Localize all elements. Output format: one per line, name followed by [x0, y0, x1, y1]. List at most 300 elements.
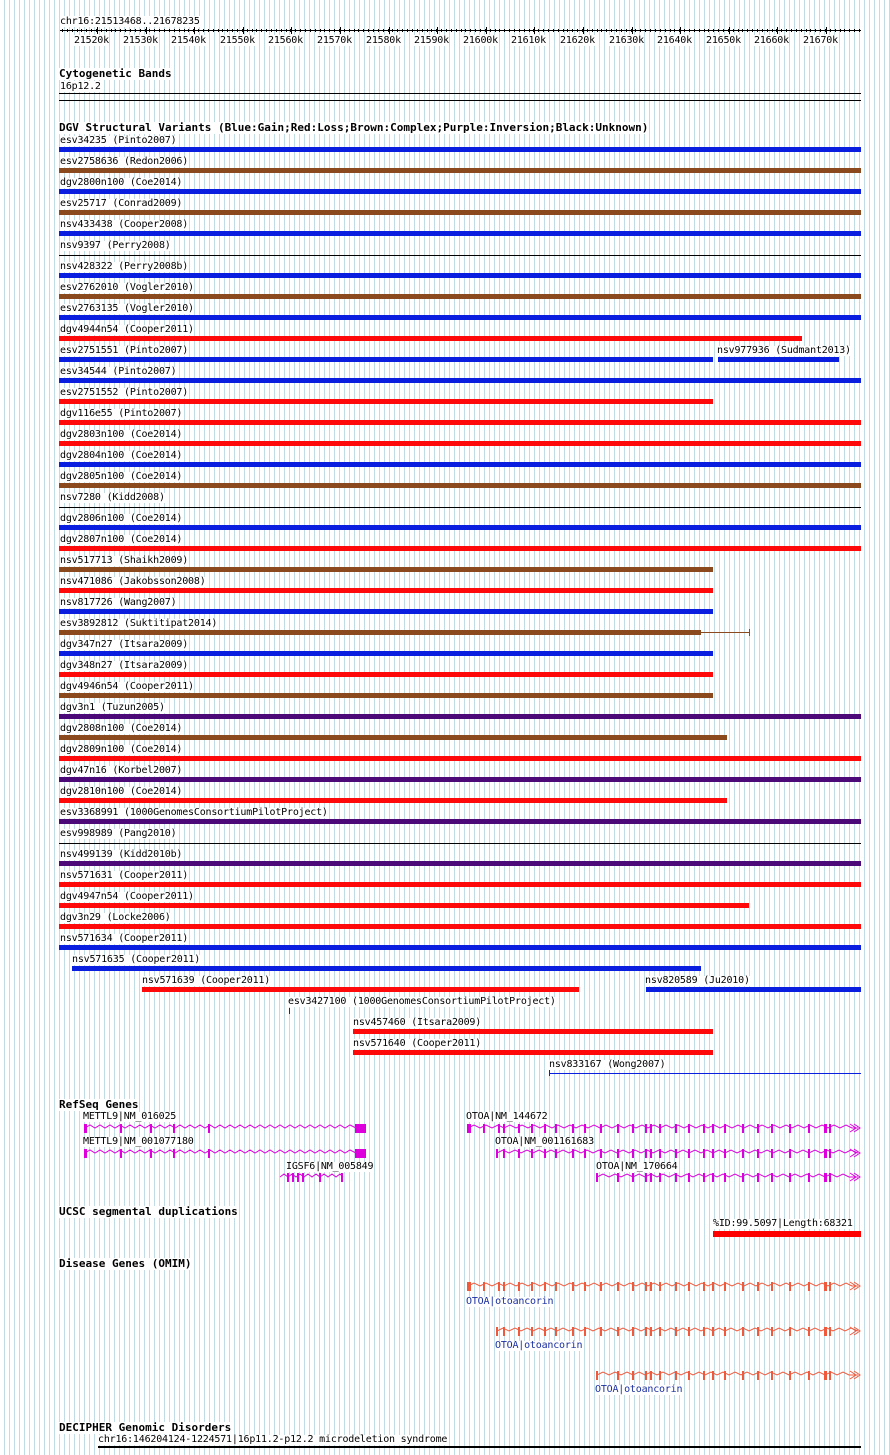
ruler-minor-tick: [388, 29, 389, 32]
ruler-tick: [729, 27, 730, 34]
ruler-minor-tick: [548, 29, 549, 32]
dgv-variant-label[interactable]: dgv2809n100 (Coe2014): [60, 744, 183, 755]
ruler-minor-tick: [300, 29, 301, 32]
ruler-minor-tick: [563, 29, 564, 32]
refseq-gene-label[interactable]: OTOA|NM_001161683: [495, 1136, 594, 1147]
dgv-variant-label[interactable]: dgv2800n100 (Coe2014): [60, 177, 183, 188]
track-title-dgv[interactable]: DGV Structural Variants (Blue:Gain;Red:Loss;Brown:Complex;Purple:Inversion;Black:Unknown): [59, 121, 649, 134]
dgv-variant-bar[interactable]: [59, 147, 861, 152]
ruler-minor-tick: [184, 29, 185, 32]
dgv-variant-bar[interactable]: [59, 168, 861, 173]
ruler-minor-tick: [708, 29, 709, 32]
ruler-tick: [194, 27, 195, 34]
dgv-variant-label[interactable]: esv2751552 (Pinto2007): [60, 387, 189, 398]
ruler-minor-tick: [475, 29, 476, 32]
segdup-label[interactable]: %ID:99.5097|Length:68321: [713, 1218, 853, 1229]
decipher-label[interactable]: chr16:146204124-1224571|16p11.2-p12.2 microdeletion syndrome: [98, 1434, 448, 1445]
ruler-tick: [632, 27, 633, 34]
ruler-minor-tick: [738, 29, 739, 32]
dgv-variant-label[interactable]: dgv2805n100 (Coe2014): [60, 471, 183, 482]
ruler-minor-tick: [198, 29, 199, 32]
ruler-minor-tick: [125, 29, 126, 32]
ruler-minor-tick: [776, 29, 777, 32]
ruler-minor-tick: [611, 29, 612, 32]
dgv-variant-label[interactable]: nsv471086 (Jakobsson2008): [60, 576, 206, 587]
ruler-minor-tick: [368, 29, 369, 32]
ruler-minor-tick: [587, 29, 588, 32]
ruler-minor-tick: [344, 29, 345, 32]
dgv-variant-line[interactable]: [59, 507, 861, 508]
ruler-minor-tick: [757, 29, 758, 32]
ruler-minor-tick: [96, 29, 97, 32]
ruler-tick-label: 21550k: [220, 35, 255, 46]
dgv-variant-label[interactable]: dgv2808n100 (Coe2014): [60, 723, 183, 734]
ruler-minor-tick: [427, 29, 428, 32]
ruler-minor-tick: [247, 29, 248, 32]
ruler-minor-tick: [796, 29, 797, 32]
ruler-tick: [486, 27, 487, 34]
dgv-variant-bar[interactable]: [646, 987, 861, 992]
ruler-minor-tick: [572, 29, 573, 32]
ruler-minor-tick: [237, 29, 238, 32]
refseq-gene-label[interactable]: IGSF6|NM_005849: [286, 1161, 374, 1172]
ruler-minor-tick: [383, 29, 384, 32]
dgv-variant-label[interactable]: nsv833167 (Wong2007): [549, 1059, 666, 1070]
ruler-minor-tick: [436, 29, 437, 32]
dgv-variant-label[interactable]: dgv347n27 (Itsara2009): [60, 639, 189, 650]
refseq-gene-label[interactable]: METTL9|NM_001077180: [83, 1136, 194, 1147]
refseq-gene-label[interactable]: OTOA|NM_144672: [466, 1111, 548, 1122]
ruler-minor-tick: [854, 29, 855, 32]
omim-gene-model[interactable]: [0, 1278, 890, 1298]
ruler-minor-tick: [699, 29, 700, 32]
ruler-minor-tick: [621, 29, 622, 32]
ruler-minor-tick: [188, 29, 189, 32]
ruler-minor-tick: [276, 29, 277, 32]
ruler-minor-tick: [164, 29, 165, 32]
ruler-minor-tick: [154, 29, 155, 32]
ruler-minor-tick: [252, 29, 253, 32]
dgv-variant-label[interactable]: esv2758636 (Redon2006): [60, 156, 189, 167]
ruler-minor-tick: [650, 29, 651, 32]
dgv-variant-bar[interactable]: [59, 714, 861, 719]
ruler-minor-tick: [577, 29, 578, 32]
ruler-minor-tick: [373, 29, 374, 32]
ruler-minor-tick: [674, 29, 675, 32]
ruler-minor-tick: [553, 29, 554, 32]
dgv-variant-label[interactable]: nsv571635 (Cooper2011): [72, 954, 201, 965]
ruler-minor-tick: [91, 29, 92, 32]
dgv-variant-label[interactable]: dgv2810n100 (Coe2014): [60, 786, 183, 797]
dgv-variant-label[interactable]: esv34544 (Pinto2007): [60, 366, 177, 377]
dgv-variant-label[interactable]: nsv457460 (Itsara2009): [353, 1017, 482, 1028]
ruler-minor-tick: [145, 29, 146, 32]
ruler-minor-tick: [665, 29, 666, 32]
ruler-tick: [146, 27, 147, 34]
dgv-variant-label[interactable]: dgv348n27 (Itsara2009): [60, 660, 189, 671]
refseq-gene-label[interactable]: OTOA|NM_170664: [596, 1161, 678, 1172]
dgv-variant-line[interactable]: [549, 1073, 861, 1074]
dgv-variant-bar[interactable]: [59, 441, 861, 446]
ruler-minor-tick: [310, 29, 311, 32]
ruler-minor-tick: [689, 29, 690, 32]
coordinate-label: chr16:21513468..21678235: [60, 16, 200, 27]
ruler-minor-tick: [835, 29, 836, 32]
dgv-variant-label[interactable]: dgv2804n100 (Coe2014): [60, 450, 183, 461]
ruler-minor-tick: [519, 29, 520, 32]
dgv-variant-bar[interactable]: [59, 525, 861, 530]
ruler-minor-tick: [407, 29, 408, 32]
ruler-tick-label: 21530k: [123, 35, 158, 46]
dgv-variant-line[interactable]: [59, 843, 861, 844]
dgv-variant-bar[interactable]: [353, 1029, 713, 1034]
dgv-variant-label[interactable]: nsv7280 (Kidd2008): [60, 492, 165, 503]
ruler-minor-tick: [208, 29, 209, 32]
ruler-minor-tick: [806, 29, 807, 32]
dgv-variant-bar[interactable]: [59, 315, 861, 320]
ruler-minor-tick: [67, 29, 68, 32]
ruler-minor-tick: [558, 29, 559, 32]
ruler-minor-tick: [324, 29, 325, 32]
ruler-minor-tick: [339, 29, 340, 32]
ruler-minor-tick: [723, 29, 724, 32]
ruler-minor-tick: [538, 29, 539, 32]
ruler-minor-tick: [261, 29, 262, 32]
ruler-minor-tick: [320, 29, 321, 32]
ruler-minor-tick: [733, 29, 734, 32]
ruler-tick-label: 21580k: [366, 35, 401, 46]
ruler-minor-tick: [227, 29, 228, 32]
ruler-minor-tick: [77, 29, 78, 32]
ruler-minor-tick: [660, 29, 661, 32]
ruler-tick: [389, 27, 390, 34]
ruler-minor-tick: [290, 29, 291, 32]
ruler-minor-tick: [106, 29, 107, 32]
ruler-minor-tick: [111, 29, 112, 32]
dgv-variant-label[interactable]: esv34235 (Pinto2007): [60, 135, 177, 146]
ruler-minor-tick: [222, 29, 223, 32]
ruler-minor-tick: [631, 29, 632, 32]
dgv-variant-bar[interactable]: [59, 756, 861, 761]
omim-gene-model[interactable]: [0, 1323, 890, 1343]
ruler-minor-tick: [670, 29, 671, 32]
ruler-minor-tick: [397, 29, 398, 32]
refseq-gene-model[interactable]: [0, 1169, 890, 1189]
dgv-variant-label[interactable]: esv2763135 (Vogler2010): [60, 303, 194, 314]
ruler-minor-tick: [446, 29, 447, 32]
ruler-minor-tick: [101, 29, 102, 32]
ruler-minor-tick: [329, 29, 330, 32]
refseq-gene-label[interactable]: METTL9|NM_016025: [83, 1111, 177, 1122]
ruler-tick: [291, 27, 292, 34]
ruler-minor-tick: [266, 29, 267, 32]
dgv-variant-bar[interactable]: [59, 546, 861, 551]
ruler-minor-tick: [86, 29, 87, 32]
ruler-minor-tick: [810, 29, 811, 32]
ruler-minor-tick: [499, 29, 500, 32]
track-title-decipher[interactable]: DECIPHER Genomic Disorders: [59, 1421, 232, 1434]
dgv-variant-label[interactable]: nsv571640 (Cooper2011): [353, 1038, 482, 1049]
ruler-tick-label: 21570k: [317, 35, 352, 46]
dgv-variant-bar[interactable]: [59, 924, 861, 929]
dgv-variant-label[interactable]: nsv433438 (Cooper2008): [60, 219, 189, 230]
ruler-minor-tick: [840, 29, 841, 32]
ruler-tick-label: 21540k: [171, 35, 206, 46]
dgv-variant-label[interactable]: dgv47n16 (Korbel2007): [60, 765, 183, 776]
ruler-tick-label: 21630k: [609, 35, 644, 46]
ruler-tick-label: 21670k: [803, 35, 838, 46]
ruler-minor-tick: [315, 29, 316, 32]
ruler-minor-tick: [281, 29, 282, 32]
track-title-cytoband[interactable]: Cytogenetic Bands: [59, 67, 172, 80]
ruler-minor-tick: [801, 29, 802, 32]
ruler-minor-tick: [193, 29, 194, 32]
ruler-minor-tick: [640, 29, 641, 32]
dgv-variant-label[interactable]: dgv3n1 (Tuzun2005): [60, 702, 165, 713]
omim-gene-label[interactable]: OTOA|otoancorin: [595, 1384, 683, 1395]
ruler-tick-label: 21600k: [463, 35, 498, 46]
ruler-minor-tick: [718, 29, 719, 32]
ruler-tick-label: 21650k: [706, 35, 741, 46]
dgv-variant-bar[interactable]: [59, 273, 861, 278]
dgv-variant-label[interactable]: nsv428322 (Perry2008b): [60, 261, 189, 272]
dgv-variant-bar[interactable]: [59, 567, 713, 572]
dgv-variant-bar[interactable]: [59, 420, 861, 425]
ruler-minor-tick: [495, 29, 496, 32]
ruler-minor-tick: [392, 29, 393, 32]
ruler-minor-tick: [767, 29, 768, 32]
ruler-tick-label: 21610k: [511, 35, 546, 46]
ruler-minor-tick: [256, 29, 257, 32]
ruler-minor-tick: [115, 29, 116, 32]
ruler-minor-tick: [704, 29, 705, 32]
ruler-minor-tick: [635, 29, 636, 32]
dgv-variant-end-tick: [749, 629, 750, 636]
ruler-minor-tick: [713, 29, 714, 32]
dgv-variant-label[interactable]: esv25717 (Conrad2009): [60, 198, 183, 209]
dgv-variant-bar[interactable]: [142, 987, 579, 992]
ruler-minor-tick: [543, 29, 544, 32]
ruler-minor-tick: [533, 29, 534, 32]
dgv-variant-bar[interactable]: [59, 798, 727, 803]
dgv-variant-label[interactable]: esv3892812 (Suktitipat2014): [60, 618, 218, 629]
ruler-tick: [437, 27, 438, 34]
ruler-minor-tick: [747, 29, 748, 32]
ruler-minor-tick: [140, 29, 141, 32]
dgv-variant-label[interactable]: esv3427100 (1000GenomesConsortiumPilotProject): [288, 996, 556, 1007]
refseq-gene-model[interactable]: [0, 1120, 890, 1140]
dgv-variant-bar[interactable]: [353, 1050, 713, 1055]
dgv-variant-label[interactable]: esv998989 (Pang2010): [60, 828, 177, 839]
dgv-variant-bar[interactable]: [59, 861, 861, 866]
ruler-tick: [583, 27, 584, 34]
ruler-tick-label: 21660k: [754, 35, 789, 46]
dgv-variant-bar[interactable]: [59, 735, 727, 740]
dgv-variant-bar[interactable]: [59, 903, 749, 908]
ruler-minor-tick: [815, 29, 816, 32]
ruler-minor-tick: [626, 29, 627, 32]
ruler-minor-tick: [490, 29, 491, 32]
ruler-minor-tick: [402, 29, 403, 32]
ruler-minor-tick: [742, 29, 743, 32]
omim-gene-label[interactable]: OTOA|otoancorin: [495, 1340, 583, 1351]
dgv-variant-bar[interactable]: [59, 357, 713, 362]
ruler-minor-tick: [684, 29, 685, 32]
dgv-variant-bar[interactable]: [59, 399, 713, 404]
ruler-minor-tick: [120, 29, 121, 32]
dgv-variant-bar[interactable]: [59, 630, 701, 635]
ruler-tick: [340, 27, 341, 34]
ruler-minor-tick: [616, 29, 617, 32]
ruler-minor-tick: [81, 29, 82, 32]
ruler-tick: [826, 27, 827, 34]
ruler-minor-tick: [378, 29, 379, 32]
dgv-variant-bar[interactable]: [59, 462, 861, 467]
ruler-minor-tick: [422, 29, 423, 32]
ruler-minor-tick: [694, 29, 695, 32]
dgv-variant-bar[interactable]: [72, 966, 701, 971]
track-title-omim[interactable]: Disease Genes (OMIM): [59, 1257, 192, 1270]
dgv-variant-bar[interactable]: [59, 294, 861, 299]
dgv-variant-extension[interactable]: [701, 632, 749, 633]
ruler-minor-tick: [334, 29, 335, 32]
ruler-minor-tick: [169, 29, 170, 32]
ruler-minor-tick: [786, 29, 787, 32]
ruler-minor-tick: [305, 29, 306, 32]
dgv-variant-bar[interactable]: [59, 819, 861, 824]
ruler-minor-tick: [232, 29, 233, 32]
ruler-minor-tick: [728, 29, 729, 32]
ruler-minor-tick: [417, 29, 418, 32]
dgv-variant-label[interactable]: nsv499139 (Kidd2010b): [60, 849, 183, 860]
ruler-tick-label: 21560k: [268, 35, 303, 46]
dgv-variant-label[interactable]: dgv4947n54 (Cooper2011): [60, 891, 194, 902]
dgv-variant-label[interactable]: dgv3n29 (Locke2006): [60, 912, 171, 923]
ruler-minor-tick: [514, 29, 515, 32]
decipher-bar[interactable]: [98, 1446, 861, 1448]
track-title-refseq[interactable]: RefSeq Genes: [59, 1098, 139, 1111]
dgv-variant-bar[interactable]: [59, 588, 713, 593]
dgv-variant-bar[interactable]: [59, 777, 861, 782]
ruler-minor-tick: [286, 29, 287, 32]
ruler-minor-tick: [349, 29, 350, 32]
ruler-minor-tick: [62, 29, 63, 32]
ruler-tick-label: 21620k: [560, 35, 595, 46]
cytoband-line-top: [59, 93, 861, 94]
ruler-minor-tick: [271, 29, 272, 32]
ruler-minor-tick: [451, 29, 452, 32]
ruler-minor-tick: [358, 29, 359, 32]
ruler-minor-tick: [582, 29, 583, 32]
dgv-variant-bar[interactable]: [59, 336, 802, 341]
ruler-minor-tick: [844, 29, 845, 32]
ruler-minor-tick: [592, 29, 593, 32]
ruler-minor-tick: [461, 29, 462, 32]
ruler-minor-tick: [529, 29, 530, 32]
omim-gene-label[interactable]: OTOA|otoancorin: [466, 1296, 554, 1307]
dgv-variant-label[interactable]: nsv571634 (Cooper2011): [60, 933, 189, 944]
dgv-variant-bar[interactable]: [59, 378, 861, 383]
ruler-minor-tick: [159, 29, 160, 32]
dgv-variant-label[interactable]: nsv977936 (Sudmant2013): [717, 345, 851, 356]
ruler-minor-tick: [149, 29, 150, 32]
dgv-variant-line[interactable]: [59, 255, 861, 256]
ruler-minor-tick: [470, 29, 471, 32]
ruler-minor-tick: [524, 29, 525, 32]
dgv-variant-label[interactable]: dgv4946n54 (Cooper2011): [60, 681, 194, 692]
ruler-tick: [243, 27, 244, 34]
dgv-variant-label[interactable]: nsv571639 (Cooper2011): [142, 975, 271, 986]
dgv-variant-bar[interactable]: [59, 231, 861, 236]
dgv-variant-bar[interactable]: [59, 189, 861, 194]
refseq-gene-model[interactable]: [0, 1145, 890, 1165]
cytoband-line-bottom: [59, 100, 861, 101]
ruler-tick-label: 21640k: [657, 35, 692, 46]
dgv-variant-label[interactable]: dgv4944n54 (Cooper2011): [60, 324, 194, 335]
ruler-minor-tick: [213, 29, 214, 32]
dgv-variant-bar[interactable]: [59, 651, 713, 656]
ruler-minor-tick: [597, 29, 598, 32]
dgv-variant-label[interactable]: nsv571631 (Cooper2011): [60, 870, 189, 881]
dgv-variant-bar[interactable]: [59, 693, 713, 698]
ruler-minor-tick: [820, 29, 821, 32]
dgv-variant-label[interactable]: dgv2803n100 (Coe2014): [60, 429, 183, 440]
dgv-variant-bar[interactable]: [59, 609, 713, 614]
dgv-variant-bar[interactable]: [59, 483, 861, 488]
ruler-minor-tick: [135, 29, 136, 32]
ruler-minor-tick: [791, 29, 792, 32]
dgv-variant-label[interactable]: nsv517713 (Shaikh2009): [60, 555, 189, 566]
ruler-minor-tick: [772, 29, 773, 32]
dgv-variant-label[interactable]: dgv2806n100 (Coe2014): [60, 513, 183, 524]
omim-gene-model[interactable]: [0, 1367, 890, 1387]
dgv-variant-bar[interactable]: [59, 882, 861, 887]
dgv-variant-bar[interactable]: [289, 1008, 290, 1014]
dgv-variant-bar[interactable]: [59, 210, 861, 215]
ruler-tick: [534, 27, 535, 34]
dgv-variant-label[interactable]: dgv116e55 (Pinto2007): [60, 408, 183, 419]
ruler-minor-tick: [679, 29, 680, 32]
dgv-variant-label[interactable]: nsv820589 (Ju2010): [645, 975, 750, 986]
ruler-minor-tick: [431, 29, 432, 32]
ruler-minor-tick: [645, 29, 646, 32]
dgv-variant-label[interactable]: nsv9397 (Perry2008): [60, 240, 171, 251]
ruler-minor-tick: [825, 29, 826, 32]
cytoband-label: 16p12.2: [60, 81, 101, 92]
ruler-tick: [777, 27, 778, 34]
dgv-variant-label[interactable]: esv2751551 (Pinto2007): [60, 345, 189, 356]
segdup-bar[interactable]: [713, 1231, 861, 1237]
dgv-variant-label[interactable]: nsv817726 (Wang2007): [60, 597, 177, 608]
dgv-variant-bar[interactable]: [718, 357, 839, 362]
dgv-variant-bar[interactable]: [59, 672, 713, 677]
ruler-minor-tick: [295, 29, 296, 32]
dgv-variant-label[interactable]: esv3368991 (1000GenomesConsortiumPilotProject): [60, 807, 328, 818]
ruler-minor-tick: [762, 29, 763, 32]
ruler-minor-tick: [567, 29, 568, 32]
ruler-minor-tick: [456, 29, 457, 32]
dgv-variant-label[interactable]: esv2762010 (Vogler2010): [60, 282, 194, 293]
dgv-variant-label[interactable]: dgv2807n100 (Coe2014): [60, 534, 183, 545]
ruler-minor-tick: [655, 29, 656, 32]
ruler-tick-label: 21590k: [414, 35, 449, 46]
ruler-minor-tick: [485, 29, 486, 32]
ruler-minor-tick: [509, 29, 510, 32]
ruler-minor-tick: [849, 29, 850, 32]
track-title-segdup[interactable]: UCSC segmental duplications: [59, 1205, 238, 1218]
ruler-minor-tick: [174, 29, 175, 32]
dgv-variant-bar[interactable]: [59, 945, 861, 950]
